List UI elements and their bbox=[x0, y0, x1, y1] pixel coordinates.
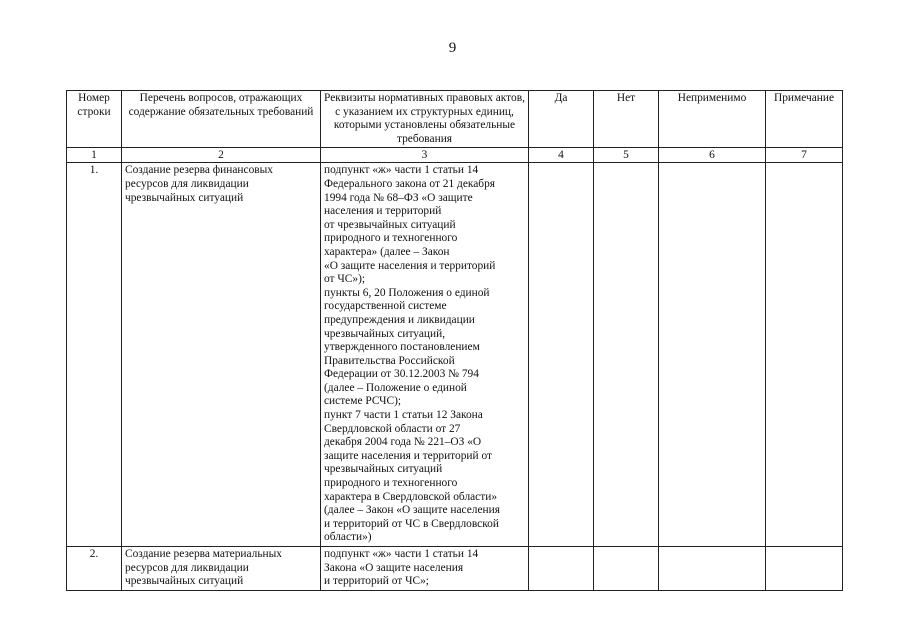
question-text: Создание резерва финансовых ресурсов для ликвидации чрезвычайных ситуаций bbox=[122, 163, 321, 547]
column-number: 2 bbox=[122, 148, 321, 163]
header-yes: Да bbox=[529, 91, 594, 148]
note-cell bbox=[766, 163, 843, 547]
not-applicable-cell bbox=[659, 163, 766, 547]
legal-acts-text: подпункт «ж» части 1 статьи 14 Закона «О защите населения и территорий от ЧС»; bbox=[321, 547, 529, 591]
row-number: 1. bbox=[67, 163, 122, 547]
table-row bbox=[67, 547, 843, 591]
column-number: 7 bbox=[766, 148, 843, 163]
header-row-number: Номер строки bbox=[67, 91, 122, 148]
no-cell bbox=[594, 163, 659, 547]
row-number: 2. bbox=[67, 547, 122, 591]
column-number: 4 bbox=[529, 148, 594, 163]
no-cell bbox=[594, 547, 659, 591]
column-number: 3 bbox=[321, 148, 529, 163]
page-number: 9 bbox=[448, 40, 457, 56]
table-row bbox=[67, 163, 843, 547]
note-cell bbox=[766, 547, 843, 591]
column-number: 6 bbox=[659, 148, 766, 163]
question-text: Создание резерва материальных ресурсов для ликвидации чрезвычайных ситуаций bbox=[122, 547, 321, 591]
legal-acts-text: подпункт «ж» части 1 статьи 14 Федерального закона от 21 декабря 1994 года № 68–ФЗ «О защите населения и территорий от чрезвычайных ситуаций природного и техногенного характера» (далее – Закон «О защите населения и территорий от ЧС»); пункты 6, 20 Положения о единой государственной системе предупреждения и ликвидации чрезвычайных ситуаций, утвержденного постановлением Правительства Российской Федерации от 30.12.2003 № 794 (далее – Положение о единой системе РСЧС); пункт 7 части 1 статьи 12 Закона Свердловской области от 27 декабря 2004 года № 221–ОЗ «О защите населения и территорий от чрезвычайных ситуаций природного и техногенного характера в Свердловской области» (далее – Закон «О защите населения и территорий от ЧС в Свердловской области») bbox=[321, 163, 529, 547]
table-header-row bbox=[67, 91, 843, 148]
column-number: 1 bbox=[67, 148, 122, 163]
header-note: Примечание bbox=[766, 91, 843, 148]
column-number: 5 bbox=[594, 148, 659, 163]
header-questions: Перечень вопросов, отражающих содержание обязательных требований bbox=[122, 91, 321, 148]
header-legal-acts: Реквизиты нормативных правовых актов, с указанием их структурных единиц, которыми установлены обязательные требования bbox=[321, 91, 529, 148]
header-no: Нет bbox=[594, 91, 659, 148]
not-applicable-cell bbox=[659, 547, 766, 591]
yes-cell bbox=[529, 547, 594, 591]
header-not-applicable: Неприменимо bbox=[659, 91, 766, 148]
column-number-row bbox=[67, 148, 843, 163]
yes-cell bbox=[529, 163, 594, 547]
requirements-checklist-table bbox=[66, 90, 843, 591]
